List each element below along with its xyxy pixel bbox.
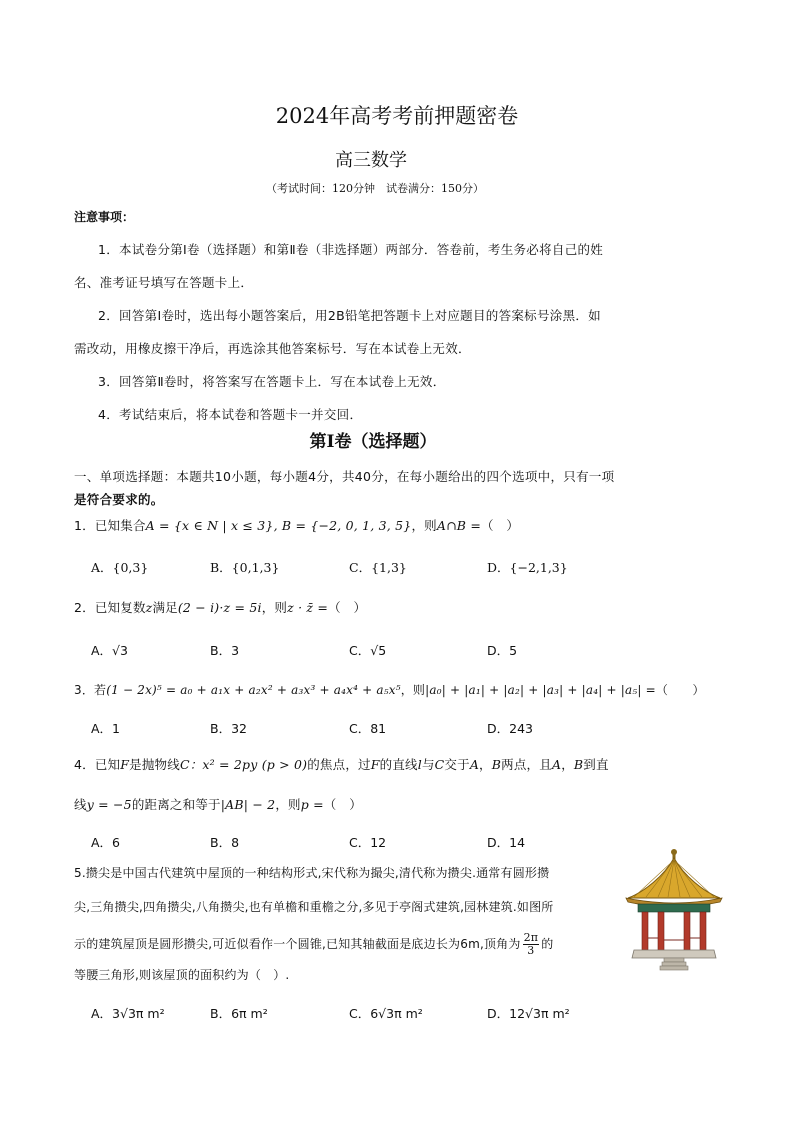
question-5-stem-line-3: 示的建筑屋顶是圆形攒尖,可近似看作一个圆锥,已知其轴截面是底边长为6m,顶角为 $\frac{2\pi}{3}$ 的 [74, 931, 554, 957]
question-5-option-a[interactable]: A．3√3π m² [91, 1006, 165, 1021]
notice-item-4: 4．考试结束后，将本试卷和答题卡一并交回． [98, 407, 363, 422]
question-5-option-b[interactable]: B．6π m² [210, 1006, 268, 1021]
exam-title: 2024年高考考前押题密卷 [275, 104, 519, 128]
question-5-option-d[interactable]: D．12√3π m² [487, 1006, 570, 1021]
pillars [642, 912, 706, 952]
question-1-option-a[interactable]: A．{0,3} [91, 560, 149, 575]
question-2-option-b[interactable]: B．3 [210, 643, 240, 658]
fraction-two-pi-over-three: $\frac{2\pi}{3}$ [523, 931, 539, 957]
notice-item-2-line-1: 2．回答第Ⅰ卷时，选出每小题答案后，用2B铅笔把答题卡上对应题目的答案标号涂黑．如 [98, 308, 601, 323]
subject-title: 高三数学 [335, 150, 407, 171]
question-3-option-b[interactable]: B．32 [210, 721, 247, 736]
roof-cone [628, 858, 720, 898]
notice-item-2-line-2: 需改动，用橡皮擦干净后，再选涂其他答案标号．写在本试卷上无效． [74, 341, 471, 356]
question-3-option-d[interactable]: D．243 [487, 721, 533, 736]
question-4-option-c[interactable]: C．12 [349, 835, 387, 850]
question-3-stem: 3．若(1 − 2x)⁵ = a₀ + a₁x + a₂x² + a₃x³ + a₄x⁴ + a₅x⁵，则|a₀| + |a₁| + |a₂| + |a₃| + |a₄| + |a₅| =（ ） [74, 683, 705, 697]
base-steps [660, 958, 688, 970]
stone-base [632, 950, 716, 958]
section-intro-line-1: 一、单项选择题：本题共10小题，每小题4分，共40分，在每小题给出的四个选项中，只有一项 [74, 469, 615, 484]
question-1-option-c[interactable]: C．{1,3} [349, 560, 407, 575]
question-4-stem-line-1: 4．已知F是抛物线C：x² = 2py (p > 0)的焦点，过F的直线l与C交于A，B两点，且A，B到直 [74, 757, 609, 772]
notice-item-1-line-1: 1．本试卷分第Ⅰ卷（选择题）和第Ⅱ卷（非选择题）两部分．答卷前，考生务必将自己的姓 [98, 242, 604, 257]
question-5-stem-line-4: 等腰三角形,则该屋顶的面积约为（ ）. [74, 968, 290, 982]
question-5-option-c[interactable]: C．6√3π m² [349, 1006, 423, 1021]
question-2-option-a[interactable]: A．√3 [91, 643, 128, 658]
question-4-option-b[interactable]: B．8 [210, 835, 240, 850]
notice-item-1-line-2: 名、准考证号填写在答题卡上． [74, 275, 254, 290]
question-4-stem-line-2: 线y = −5的距离之和等于|AB| − 2，则p =（ ） [74, 797, 362, 812]
question-3-option-a[interactable]: A．1 [91, 721, 121, 736]
question-4-option-d[interactable]: D．14 [487, 835, 526, 850]
question-4-option-a[interactable]: A．6 [91, 835, 121, 850]
notice-heading: 注意事项： [74, 210, 135, 224]
section-title: 第Ⅰ卷（选择题） [309, 432, 437, 452]
question-5-stem-line-1: 5.攒尖是中国古代建筑中屋顶的一种结构形式,宋代称为撮尖,清代称为攒尖.通常有圆形攒 [74, 866, 550, 880]
section-intro-line-2: 是符合要求的。 [74, 492, 164, 507]
notice-item-3: 3．回答第Ⅱ卷时，将答案写在答题卡上．写在本试卷上无效． [98, 374, 446, 389]
question-2-stem: 2．已知复数z满足(2 − i)·z = 5i，则z · z̄ =（ ） [74, 600, 367, 615]
question-2-option-d[interactable]: D．5 [487, 643, 518, 658]
question-2-option-c[interactable]: C．√5 [349, 643, 387, 658]
pavilion-illustration [624, 846, 724, 974]
question-3-option-c[interactable]: C．81 [349, 721, 387, 736]
question-1-stem: 1．已知集合A = {x ∈ N | x ≤ 3}, B = {−2, 0, 1, 3, 5}，则A∩B =（ ） [74, 518, 520, 533]
frieze-band [638, 904, 710, 912]
question-1-option-b[interactable]: B．{0,1,3} [210, 560, 280, 575]
question-1-option-d[interactable]: D．{−2,1,3} [487, 560, 568, 575]
railing [648, 938, 700, 940]
exam-info: （考试时间：120分钟 试卷满分：150分） [266, 182, 484, 195]
question-5-stem-line-2: 尖,三角攒尖,四角攒尖,八角攒尖,也有单檐和重檐之分,多见于亭阁式建筑,园林建筑.如图所 [74, 900, 554, 914]
